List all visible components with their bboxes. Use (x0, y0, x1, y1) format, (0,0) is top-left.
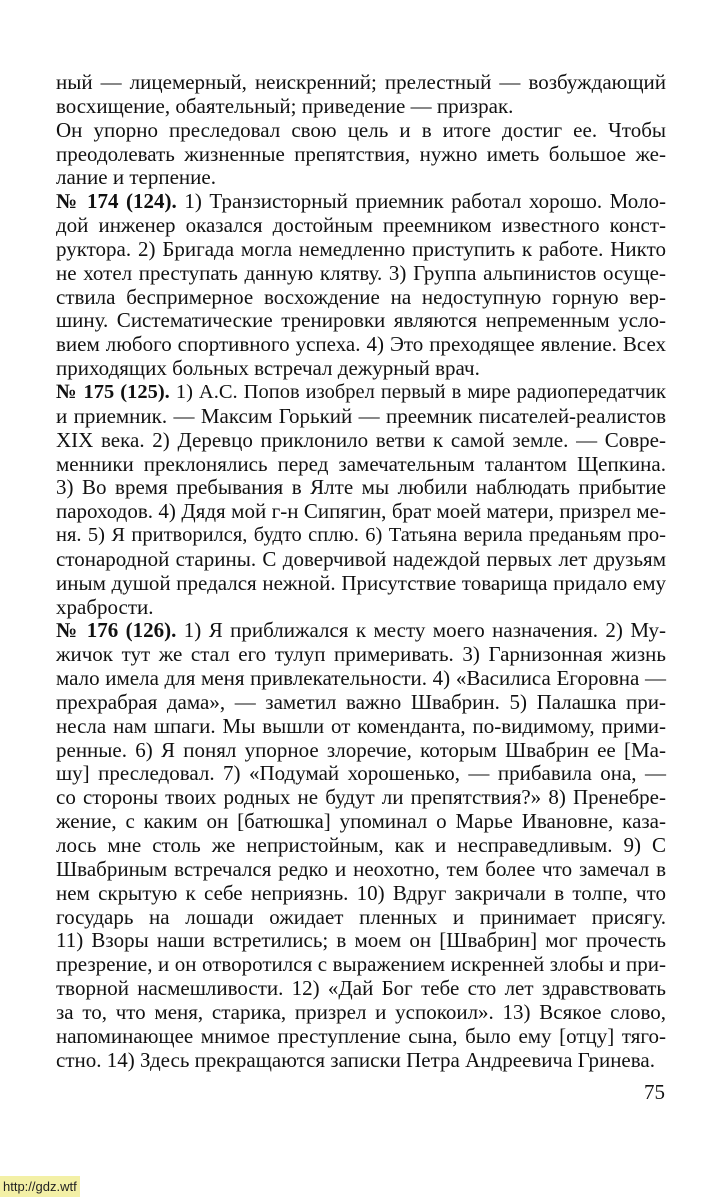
line-text: не хотел преступать данную клятву. 3) Группа альпинистов осуще- (56, 260, 666, 285)
line-text: ный — лицемерный, неискренний; прелестный — возбуждающий (56, 70, 666, 94)
text-line (56, 453, 666, 477)
text-line (56, 596, 666, 620)
line-text: творной насмешливости. 12) «Дай Бог тебе сто лет здравствовать (56, 976, 666, 1001)
line-text: дой инженер оказался достойным преемником известного конст- (56, 213, 666, 238)
line-text: ня. 5) Я притворился, будто сплю. 6) Татьяна верила преданьям про- (56, 524, 666, 547)
line-text: за то, что меня, старика, призрел и успокоил». 13) Всякое слово, (56, 999, 666, 1024)
line-text: шу] преследовал. 7) «Подумай хорошенько, — прибавила она, — (56, 761, 666, 786)
text-line (56, 405, 666, 429)
text-line (56, 166, 666, 190)
line-text: несла нам шпаги. Мы вышли от коменданта, по-видимому, прими- (56, 713, 666, 738)
text-line (56, 119, 666, 143)
text-line (56, 524, 666, 548)
text-line (56, 309, 666, 333)
text-line (56, 882, 666, 906)
line-text: XIX века. 2) Деревцо приклонило ветви к самой земле. — Совре- (56, 427, 666, 452)
text-line (56, 858, 666, 882)
line-text: руктора. 2) Бригада могла немедленно приступить к работе. Никто (56, 236, 666, 261)
line-text: 3) Во время пребывания в Ялте мы любили наблюдать прибытие (56, 475, 666, 500)
text-line (56, 810, 666, 834)
text-line (56, 238, 666, 262)
line-text: преодолевать жизненные препятствия, нужно иметь большое же- (56, 141, 666, 166)
text-line (56, 381, 666, 405)
text-line (56, 286, 666, 310)
exercise-number: № 174 (124). (56, 189, 177, 214)
text-line (56, 500, 666, 524)
line-text: приходящих больных встречал дежурный врач. (56, 356, 480, 381)
line-text: 1) Я приближался к месту моего назначения. 2) Му- (176, 618, 666, 643)
line-text: нем скрытую к себе неприязнь. 10) Вдруг закричали в толпе, что (56, 880, 666, 905)
line-text: со стороны твоих родных не будут ли препятствия?» 8) Пренебре- (56, 785, 666, 810)
text-line (56, 548, 666, 572)
line-text: Швабриным встречался редко и неохотно, тем более что замечал в (56, 856, 666, 881)
text-line (56, 929, 666, 953)
line-text: мало имела для меня привлекательности. 4) «Василиса Егоровна — (56, 666, 666, 691)
watermark-link[interactable]: http://gdz.wtf (0, 1176, 80, 1197)
line-text: прехрабрая дама», — заметил важно Швабрин. 5) Палашка при- (56, 689, 666, 714)
line-text: менники преклонялись перед замечательным талантом Щепкина. (56, 451, 666, 476)
text-line (56, 619, 666, 643)
text-line (56, 834, 666, 858)
text-line (56, 262, 666, 286)
line-text: иным душой предался нежной. Присутствие товарища придало ему (56, 570, 666, 595)
line-text: Он упорно преследовал свою цель и в итоге достиг ее. Чтобы (56, 117, 666, 142)
text-line (56, 906, 666, 930)
line-text: ствила беспримерное восхождение на недоступную горную вер- (56, 284, 666, 309)
text-line (56, 1001, 666, 1025)
line-text: и приемник. — Максим Горький — преемник писателей-реалистов (56, 403, 666, 428)
text-line (56, 691, 666, 715)
line-text: жение, с каким он [батюшка] упоминал о Марье Ивановне, каза- (56, 809, 666, 834)
line-text: напоминающее мнимое преступление сына, было ему [отцу] тяго- (56, 1023, 666, 1048)
line-text: 1) Транзисторный приемник работал хорошо. Моло- (176, 189, 666, 214)
line-text: ренные. 6) Я понял упорное злоречие, которым Швабрин ее [Ма- (56, 737, 666, 762)
text-line (56, 333, 666, 357)
text-line (56, 95, 666, 119)
exercise-number: № 176 (126). (56, 618, 177, 643)
line-text: 1) А.С. Попов изобрел первый в мире радиопередатчик (169, 380, 666, 403)
text-line (56, 762, 666, 786)
text-line (56, 572, 666, 596)
line-text: государь на лошади ожидает пленных и принимает присягу. (56, 904, 666, 929)
line-text: храбрости. (56, 594, 154, 619)
line-text: лось мне столь же непристойным, как и несправедливым. 9) С (56, 833, 666, 857)
text-line (56, 1025, 666, 1049)
exercise-number: № 175 (125). (56, 380, 170, 403)
line-text: вием любого спортивного успеха. 4) Это преходящее явление. Всех (56, 332, 666, 357)
text-line (56, 643, 666, 667)
text-line (56, 143, 666, 167)
line-text: лание и терпение. (56, 165, 216, 190)
text-line (56, 429, 666, 453)
line-text: шину. Систематические тренировки являются непременным усло- (56, 308, 666, 333)
text-line (56, 190, 666, 214)
line-text: жичок тут же стал его тулуп примеривать. 3) Гарнизонная жизнь (56, 642, 666, 667)
line-text: 11) Взоры наши встретились; в моем он [Швабрин] мог прочесть (56, 928, 666, 953)
text-line (56, 739, 666, 763)
text-line (56, 667, 666, 691)
text-line (56, 214, 666, 238)
line-text: стонародной старины. С доверчивой надеждой первых лет друзьям (56, 546, 666, 571)
text-line (56, 71, 666, 95)
text-line (56, 977, 666, 1001)
line-text: восхищение, обаятельный; приведение — призрак. (56, 93, 514, 118)
line-text: стно. 14) Здесь прекращаются записки Петра Андреевича Гринева. (56, 1047, 655, 1072)
text-line (56, 715, 666, 739)
page-body-text (56, 71, 666, 1072)
page-number: 75 (644, 1080, 665, 1104)
text-line (56, 786, 666, 810)
text-line (56, 953, 666, 977)
text-line (56, 357, 666, 381)
text-line (56, 1049, 666, 1073)
line-text: презрение, и он отворотился с выражением искренней злобы и при- (56, 952, 666, 977)
line-text: пароходов. 4) Дядя мой г-н Сипягин, брат моей матери, призрел ме- (56, 499, 666, 524)
text-line (56, 476, 666, 500)
